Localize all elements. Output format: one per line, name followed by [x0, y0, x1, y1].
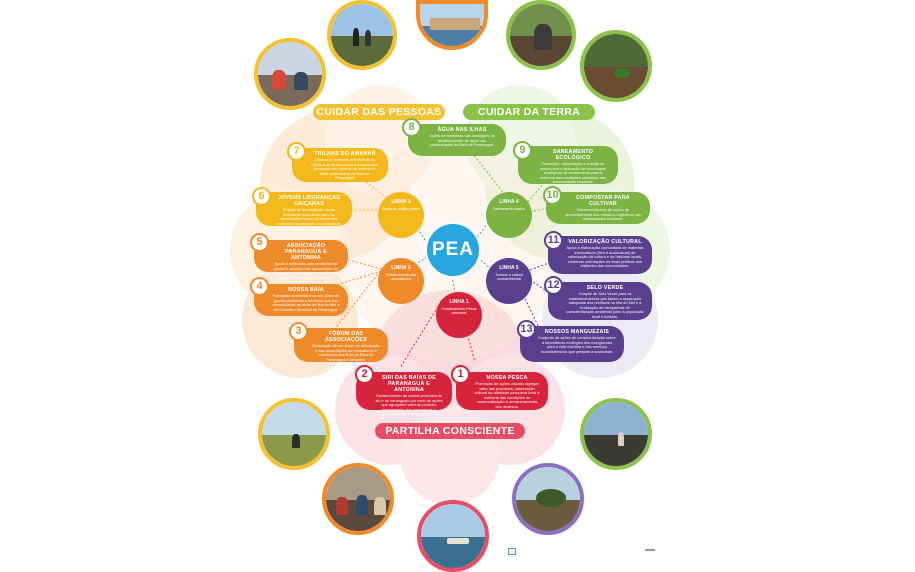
item-8 — [408, 124, 506, 156]
item-7 — [292, 148, 388, 182]
beach-rocks-photo — [580, 398, 652, 470]
item-4-desc: Formação ambiental e de um plano de gestão ambiental e territorial dos das comunidades ao redor da ilha do Mel e do Conselho Estadual de Paranaguá. — [272, 293, 340, 312]
item-13-desc: Conjunto de ações de conscientização sobre a importância ecológica dos manguezais para a vida marinha e dos serviços ecossistêmicos que prestam à sociedade. — [538, 335, 616, 354]
item-12-number: 12 — [544, 276, 563, 295]
meeting-group-photo — [322, 463, 394, 535]
item-8-number: 8 — [402, 118, 421, 137]
section-title-people: CUIDAR DAS PESSOAS — [313, 104, 445, 120]
item-1-number: 1 — [451, 365, 470, 384]
item-12 — [548, 282, 652, 320]
item-2-number: 2 — [355, 365, 374, 384]
logo-mark-right — [645, 549, 655, 551]
item-7-desc: Oficinas e vivências envolvendo as trilhas e os atrativos das comunidades, pensando em roteiros de turismo de base comunitária na Baía de Paranaguá. — [311, 157, 379, 181]
item-11-desc: Apoio à elaboração comunitária de materiais informativos (livro e audiovisual) de valorização da cultura e de histórias locais, contendo orientações de boas práticas aos visitantes das comunidades. — [566, 245, 644, 269]
item-1 — [456, 372, 548, 410]
item-9 — [518, 146, 618, 184]
compost-soil-photo — [580, 30, 652, 102]
beach-people-photo — [327, 0, 397, 70]
item-9-title: SANEAMENTO ECOLÓGICO — [552, 149, 594, 161]
line-3 — [378, 192, 424, 238]
item-11-number: 11 — [544, 231, 563, 250]
line-4-desc: Saneamento básico — [493, 207, 525, 211]
item-2-desc: Fortalecimento da cadeia produtiva do siri e do caranguejo por meio de ações que agreguem valor ao produto, engajamento dos pescadores e organização das etapas produtivas. — [375, 393, 443, 417]
item-1-title: NOSSA PESCA — [486, 375, 528, 381]
item-12-desc: Criação de Selo Verde para os estabelecimentos que fazem a separação adequada dos resíduos na Ilha do Mel e a realização de campanhas de conscientização ambiental junto à população local e turistas. — [566, 291, 644, 319]
item-1-desc: Promoção de ações visando agregar valor aos pescados, valorização cultural da atividade pesqueira local e melhoria das condições de comercialização e armazenamento dos recursos. — [474, 381, 540, 409]
item-9-desc: Promoção, capacitação e criação de meios para a aplicação de tecnologias ecológicas de saneamento para a melhoria das condições sanitárias das comunidades insulares. — [539, 161, 607, 185]
line-2-title: LINHA 2 — [391, 265, 411, 271]
item-13-title: NOSSOS MANGUEZAIS — [544, 329, 610, 335]
item-5-title: ASSOCIAÇÃO PARANAGUÁ E ANTONINA — [285, 243, 327, 261]
line-2-desc: Fortalecimento das associações — [385, 273, 417, 282]
item-13-number: 13 — [517, 320, 536, 339]
line-3-title: LINHA 3 — [391, 199, 411, 205]
waterfront-town-photo — [416, 0, 488, 50]
line-3-desc: Apoio ao público jovem — [382, 207, 420, 211]
item-6-title: JOVENS LIDERANÇAS CAIÇARAS — [277, 195, 341, 207]
item-10-title: COMPOSTAR PARA CULTIVAR — [576, 195, 630, 207]
line-5-desc: Turismo e cultura socioambiental — [495, 273, 523, 282]
logo-mark-left — [508, 548, 516, 555]
line-4-title: LINHA 4 — [499, 199, 519, 205]
line-4 — [486, 192, 532, 238]
item-3-title: FÓRUM DAS ASSOCIAÇÕES — [324, 331, 368, 343]
item-11-title: VALORIZAÇÃO CULTURAL — [568, 239, 642, 245]
item-11 — [548, 236, 652, 274]
garden-work-photo — [506, 0, 576, 70]
line-2 — [378, 258, 424, 304]
item-12-title: SELO VERDE — [586, 285, 624, 291]
line-1-title: LINHA 1 — [449, 299, 469, 305]
line-1 — [436, 292, 482, 338]
item-5-desc: Apoio a melhorias nas condições de gestão e atuação das associações de pescadores e moradores nas ilhas da Baía de Paranaguá e Antonina. — [273, 261, 339, 280]
section-title-earth: CUIDAR DA TERRA — [463, 104, 595, 120]
mangrove-photo — [512, 463, 584, 535]
line-5-title: LINHA 5 — [499, 265, 519, 271]
item-7-title: TRILHAS DO AMANHÃ — [314, 151, 376, 157]
item-3 — [294, 328, 388, 362]
item-8-desc: Ações de melhorias nas condições de abastecimento de água nas comunidades da Baía de Paranaguá. — [429, 133, 495, 148]
item-8-title: ÁGUA NAS ILHAS — [437, 127, 487, 133]
item-4-number: 4 — [250, 277, 269, 296]
center-pea: PEA — [425, 222, 481, 278]
item-10-number: 10 — [543, 186, 562, 205]
item-9-number: 9 — [513, 141, 532, 160]
item-2-title: SIRI DAS BAÍAS DE PARANAGUÁ E ANTONINA — [381, 375, 437, 393]
boat-bay-photo — [417, 500, 489, 572]
item-6-number: 6 — [252, 187, 271, 206]
item-3-number: 3 — [289, 322, 308, 341]
item-7-number: 7 — [287, 142, 306, 161]
item-5-number: 5 — [250, 233, 269, 252]
marsh-field-photo — [258, 398, 330, 470]
section-title-share: PARTILHA CONSCIENTE — [375, 423, 525, 439]
classroom-photo — [254, 38, 326, 110]
item-4-title: NOSSA BAÍA — [288, 287, 324, 293]
item-10-desc: Desenvolvimento de ações de aproveitamento dos resíduos orgânicos nas comunidades insulares. — [565, 207, 641, 222]
item-6-desc: Projeto de formação de novas lideranças para atuar junto às associações locais na busca das melhorias necessárias à comunidade. — [276, 207, 342, 226]
line-5 — [486, 258, 532, 304]
line-1-desc: Fortalecimento Pesca artesanal — [441, 307, 477, 316]
item-3-desc: Realização de um fórum de articulação e das associações de pescadores e moradores das ilhas da Baía de Paranaguá e Antonina. — [312, 343, 380, 362]
